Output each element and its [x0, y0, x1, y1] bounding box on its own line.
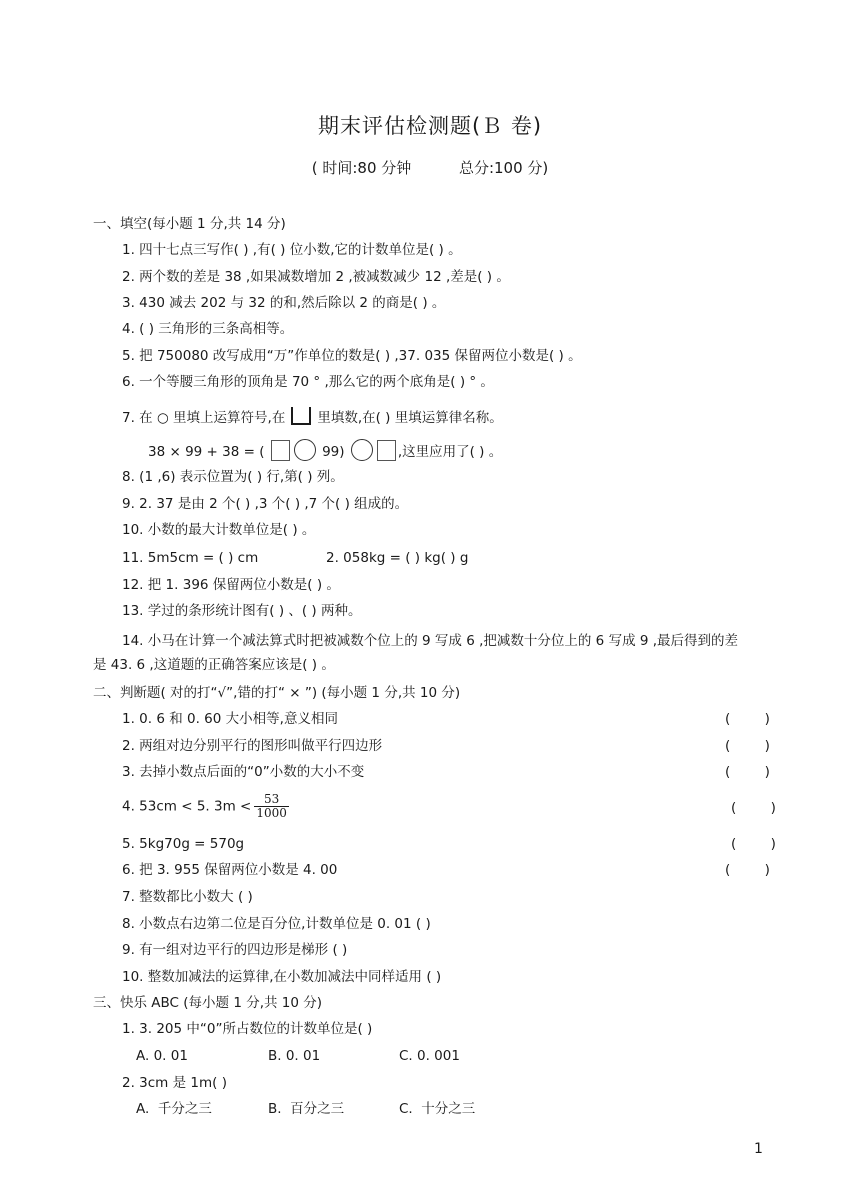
s1-question-14-line1: 14. 小马在计算一个减法算式时把被减数个位上的 9 写成 6 ,把减数十分位上的 6 写成 9 ,最后得到的差 — [122, 633, 739, 649]
s3-question-1: 1. 3. 205 中“0”所占数位的计数单位是( ) — [122, 1021, 373, 1037]
s2-question-1: 1. 0. 6 和 0. 60 大小相等,意义相同 — [122, 711, 338, 727]
s1-question-10: 10. 小数的最大计数单位是( ) 。 — [122, 522, 316, 538]
s1-question-11b: 2. 058kg = ( ) kg( ) g — [326, 550, 469, 566]
s2-question-2: 2. 两组对边分别平行的图形叫做平行四边形 — [122, 738, 383, 754]
s2-question-5: 5. 5kg70g = 570g — [122, 836, 245, 852]
answer-box[interactable] — [271, 440, 290, 461]
q7-expr-mid: 99) — [322, 444, 345, 460]
s2-question-4 — [122, 793, 289, 820]
answer-circle[interactable] — [294, 439, 316, 461]
fraction — [254, 793, 289, 820]
q7-expr-start: 38 × 99 + 38 = ( — [148, 444, 265, 460]
exam-title: 期末评估检测题(Ｂ 卷) — [317, 114, 543, 138]
section1-heading: 一、填空(每小题 1 分,共 14 分) — [93, 216, 286, 232]
q4-text: 4. 53cm < 5. 3m < — [122, 798, 252, 815]
s3-q1-option-b[interactable]: B. 0. 01 — [268, 1048, 321, 1064]
section3-heading: 三、快乐 ABC (每小题 1 分,共 10 分) — [93, 995, 323, 1011]
bracket-box-icon — [291, 407, 311, 425]
s3-q1-option-c[interactable]: C. 0. 001 — [399, 1048, 460, 1064]
s3-q2-option-a[interactable]: A. 千分之三 — [136, 1101, 212, 1117]
s1-question-2: 2. 两个数的差是 38 ,如果减数增加 2 ,被减数减少 12 ,差是( ) 。 — [122, 269, 510, 285]
exam-subtitle: ( 时间:80 分钟 总分:100 分) — [311, 159, 549, 177]
s1-question-9: 9. 2. 37 是由 2 个( ) ,3 个( ) ,7 个( ) 组成的。 — [122, 496, 409, 512]
s1-question-11a: 11. 5m5cm = ( ) cm — [122, 550, 259, 566]
s1-question-8: 8. (1 ,6) 表示位置为( ) 行,第( ) 列。 — [122, 469, 344, 485]
answer-circle[interactable] — [351, 439, 373, 461]
fraction-denominator: 1000 — [256, 806, 287, 820]
s1-question-13: 13. 学过的条形统计图有( ) 、( ) 两种。 — [122, 603, 362, 619]
s1-question-5: 5. 把 750080 改写成用“万”作单位的数是( ) ,37. 035 保留两位小数是( ) 。 — [122, 348, 582, 364]
s1-question-7 — [122, 407, 503, 427]
s1-question-4: 4. ( ) 三角形的三条高相等。 — [122, 321, 294, 337]
answer-bracket[interactable]: ( ) — [725, 862, 770, 878]
s3-q2-option-b[interactable]: B. 百分之三 — [268, 1101, 345, 1117]
s3-question-2: 2. 3cm 是 1m( ) — [122, 1075, 227, 1091]
section2-heading: 二、判断题( 对的打“√”,错的打“ × ”) (每小题 1 分,共 10 分) — [93, 685, 461, 701]
s3-q1-option-a[interactable]: A. 0. 01 — [136, 1048, 188, 1064]
s1-question-14-line2: 是 43. 6 ,这道题的正确答案应该是( ) 。 — [93, 657, 335, 673]
s2-question-10: 10. 整数加减法的运算律,在小数加减法中同样适用 ( ) — [122, 969, 442, 985]
page-number: 1 — [754, 1141, 763, 1157]
answer-bracket[interactable]: ( ) — [725, 738, 770, 754]
s1-question-7-expression — [148, 439, 502, 461]
s3-q2-option-c[interactable]: C. 十分之三 — [399, 1101, 476, 1117]
s2-question-7: 7. 整数都比小数大 ( ) — [122, 889, 253, 905]
s1-question-12: 12. 把 1. 396 保留两位小数是( ) 。 — [122, 577, 340, 593]
s2-question-8: 8. 小数点右边第二位是百分位,计数单位是 0. 01 ( ) — [122, 916, 431, 932]
q7-expr-end: ,这里应用了( ) 。 — [397, 444, 503, 460]
answer-bracket[interactable]: ( ) — [731, 836, 776, 852]
answer-bracket[interactable]: ( ) — [725, 711, 770, 727]
fraction-numerator: 53 — [263, 792, 280, 806]
q7-text-a: 7. 在 ○ 里填上运算符号,在 — [122, 410, 286, 426]
s2-question-9: 9. 有一组对边平行的四边形是梯形 ( ) — [122, 942, 348, 958]
s2-question-6: 6. 把 3. 955 保留两位小数是 4. 00 — [122, 862, 338, 878]
q7-text-b: 里填数,在( ) 里填运算律名称。 — [317, 410, 503, 426]
answer-bracket[interactable]: ( ) — [731, 800, 776, 816]
s1-question-1: 1. 四十七点三写作( ) ,有( ) 位小数,它的计数单位是( ) 。 — [122, 242, 462, 258]
s1-question-6: 6. 一个等腰三角形的顶角是 70 ° ,那么它的两个底角是( ) ° 。 — [122, 374, 494, 390]
s2-question-3: 3. 去掉小数点后面的“0”小数的大小不变 — [122, 764, 365, 780]
answer-bracket[interactable]: ( ) — [725, 764, 770, 780]
s1-question-3: 3. 430 减去 202 与 32 的和,然后除以 2 的商是( ) 。 — [122, 295, 446, 311]
answer-box[interactable] — [377, 440, 396, 461]
